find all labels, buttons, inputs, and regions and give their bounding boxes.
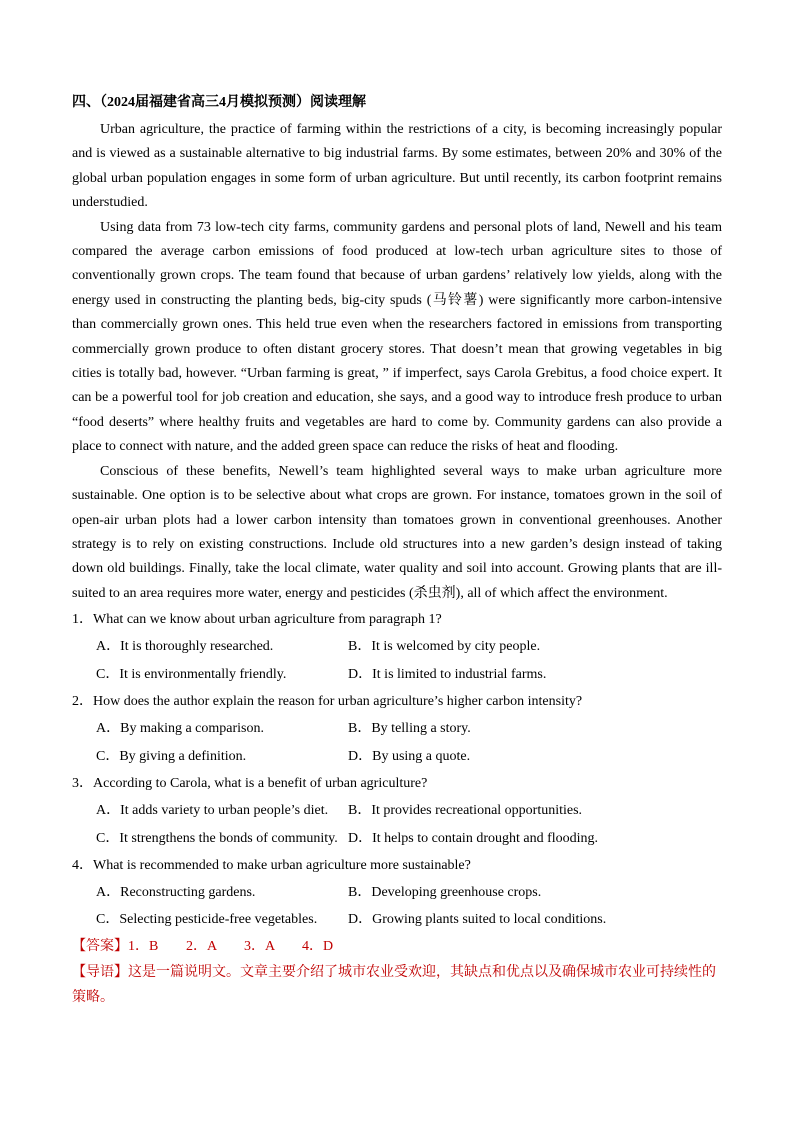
option-row <box>72 633 722 660</box>
option-text: Growing plants suited to local conditions. <box>372 912 607 928</box>
option-row <box>72 661 722 688</box>
option-letter: D． <box>348 666 373 682</box>
answer-item-3: 3．A <box>244 938 276 954</box>
answer-key <box>72 934 722 960</box>
option-b <box>348 633 540 660</box>
guide-text: 这是一篇说明文。文章主要介绍了城市农业受欢迎，其缺点和优点以及确保城市农业可持续性的策略。 <box>72 964 716 1005</box>
question-4 <box>72 852 722 934</box>
question-text: What is recommended to make urban agriculture more sustainable? <box>93 857 471 873</box>
passage-paragraph-2: Using data from 73 low-tech city farms, community gardens and personal plots of land, Newell and his team compared the average carbon emissions of food produced at low-tech urban agriculture sites to those of conventionally grown crops. The team found that because of urban gardens’ relatively low yields, along with the energy used in constructing the planting beds, big-city spuds (马铃薯) were significantly more carbon-intensive than commercially grown ones. This held true even when the researchers factored in emissions from transporting commercially grown produce to often distant grocery stores. That doesn’t mean that growing vegetables in big cities is totally bad, however. “Urban farming is great, ” if imperfect, says Carola Grebitus, a food choice expert. It can be a powerful tool for job creation and education, she says, and a good way to introduce fresh produce to urban “food deserts” where healthy fruits and vegetables are hard to come by. Community gardens can also provide a place to connect with nature, and the added green space can reduce the risks of heat and flooding. <box>72 219 722 455</box>
question-stem <box>72 688 722 715</box>
option-a <box>96 797 348 824</box>
option-row <box>72 743 722 770</box>
option-a <box>96 879 348 906</box>
option-d <box>348 825 598 852</box>
option-c <box>96 743 348 770</box>
option-b <box>348 797 582 824</box>
guide-label: 【导语】 <box>72 964 128 980</box>
option-letter: A． <box>96 885 121 901</box>
answer-item-4: 4．D <box>302 938 334 954</box>
option-c <box>96 661 348 688</box>
question-stem <box>72 606 722 633</box>
question-text: How does the author explain the reason for urban agriculture’s higher carbon intensity? <box>93 694 583 710</box>
question-text: What can we know about urban agriculture from paragraph 1? <box>93 612 442 628</box>
option-text: It provides recreational opportunities. <box>371 803 583 819</box>
option-letter: D． <box>348 912 373 928</box>
option-letter: C． <box>96 666 120 682</box>
option-text: Developing greenhouse crops. <box>371 885 542 901</box>
answer-item-1: 1．B <box>128 938 159 954</box>
option-text: It strengthens the bonds of community. <box>119 830 338 846</box>
guide-note <box>72 960 722 1010</box>
option-d <box>348 906 606 933</box>
question-text: According to Carola, what is a benefit of urban agriculture? <box>93 775 428 791</box>
option-letter: D． <box>348 748 373 764</box>
option-letter: D． <box>348 830 373 846</box>
option-letter: C． <box>96 912 120 928</box>
question-number: 4． <box>72 857 93 873</box>
option-letter: C． <box>96 830 120 846</box>
option-text: Selecting pesticide-free vegetables. <box>119 912 318 928</box>
option-row <box>72 715 722 742</box>
answer-key-label: 【答案】 <box>72 938 128 954</box>
passage-paragraph-1: Urban agriculture, the practice of farming within the restrictions of a city, is becoming increasingly popular and is viewed as a sustainable alternative to big industrial farms. By some estimates, between 20% and 30% of the global urban population engages in some form of urban agriculture. But until recently, its carbon footprint remains understudied. <box>72 122 722 211</box>
option-text: By telling a story. <box>371 721 471 737</box>
page-content <box>72 91 722 1010</box>
option-text: By giving a definition. <box>119 748 247 764</box>
option-text: It is environmentally friendly. <box>119 666 287 682</box>
option-text: It adds variety to urban people’s diet. <box>120 803 329 819</box>
option-row <box>72 797 722 824</box>
question-number: 3． <box>72 775 93 791</box>
option-row <box>72 825 722 852</box>
section-header: 四、（2024届福建省高三4月模拟预测）阅读理解 <box>72 95 366 110</box>
option-letter: A． <box>96 721 121 737</box>
question-stem <box>72 770 722 797</box>
question-2 <box>72 688 722 770</box>
question-3 <box>72 770 722 852</box>
option-a <box>96 715 348 742</box>
option-text: Reconstructing gardens. <box>120 885 256 901</box>
option-text: By making a comparison. <box>120 721 264 737</box>
option-letter: B． <box>348 639 372 655</box>
question-1 <box>72 606 722 688</box>
option-b <box>348 879 541 906</box>
option-a <box>96 633 348 660</box>
option-row <box>72 879 722 906</box>
option-letter: B． <box>348 885 372 901</box>
question-number: 1． <box>72 612 93 628</box>
option-d <box>348 661 546 688</box>
question-number: 2． <box>72 694 93 710</box>
option-row <box>72 906 722 933</box>
option-c <box>96 906 348 933</box>
passage-paragraph-3: Conscious of these benefits, Newell’s team highlighted several ways to make urban agriculture more sustainable. One option is to be selective about what crops are grown. For instance, tomatoes grown in the soil of open-air urban plots had a lower carbon intensity than tomatoes grown in conventional greenhouses. Another strategy is to rely on existing constructions. Include old structures into a new garden’s design instead of taking down old buildings. Finally, take the local climate, water quality and soil into account. Growing plants that are ill-suited to an area requires more water, energy and pesticides (杀虫剂), all of which affect the environment. <box>72 463 722 601</box>
option-text: It helps to contain drought and flooding. <box>372 830 599 846</box>
answer-item-2: 2．A <box>186 938 218 954</box>
option-d <box>348 743 470 770</box>
option-text: It is limited to industrial farms. <box>372 666 547 682</box>
option-letter: B． <box>348 803 372 819</box>
option-text: It is welcomed by city people. <box>371 639 541 655</box>
option-text: It is thoroughly researched. <box>120 639 274 655</box>
option-letter: C． <box>96 748 120 764</box>
option-letter: A． <box>96 803 121 819</box>
reading-passage <box>72 118 722 606</box>
option-text: By using a quote. <box>372 748 471 764</box>
option-b <box>348 715 471 742</box>
option-letter: B． <box>348 721 372 737</box>
option-c <box>96 825 348 852</box>
question-stem <box>72 852 722 879</box>
option-letter: A． <box>96 639 121 655</box>
